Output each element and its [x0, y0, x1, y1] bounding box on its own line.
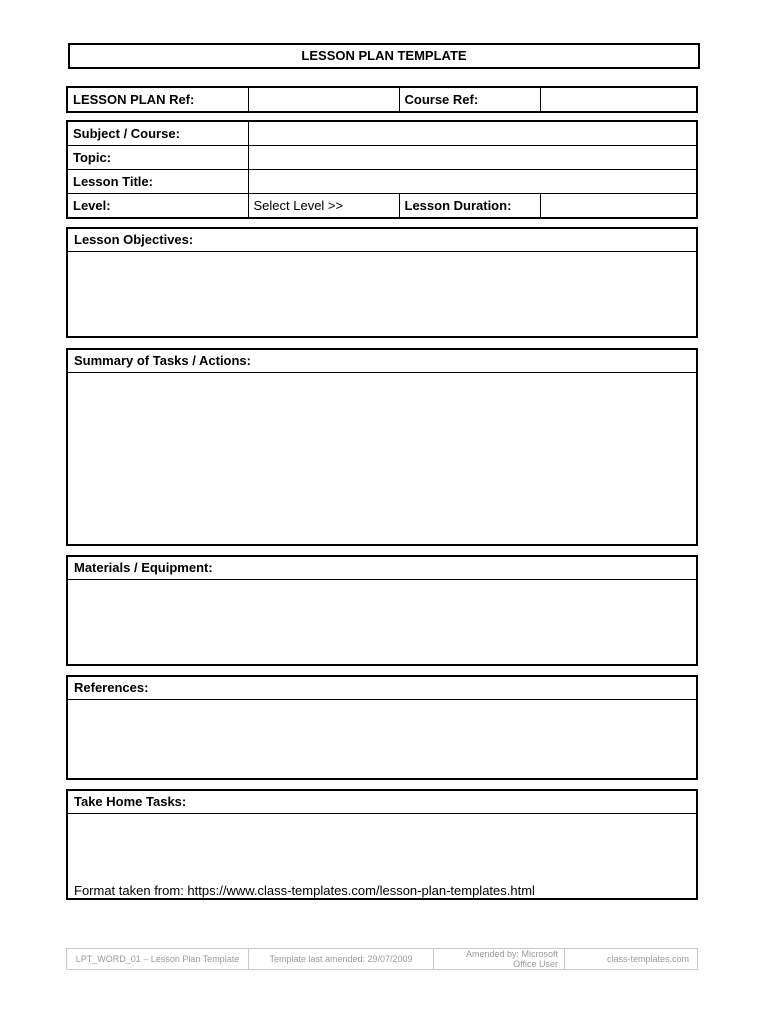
references-section [66, 675, 698, 780]
details-table [66, 120, 698, 219]
page-title [68, 43, 700, 69]
lesson-duration-field[interactable] [540, 194, 697, 219]
footer-amended-by-line1: Amended by: Microsoft [465, 949, 558, 959]
subject-row [67, 121, 697, 146]
references-heading: References: [68, 677, 696, 700]
level-row [67, 194, 697, 219]
lesson-objectives-field[interactable] [68, 252, 696, 336]
page-footer [66, 948, 698, 970]
references-field[interactable] [68, 700, 696, 778]
lesson-plan-ref-label: LESSON PLAN Ref: [67, 87, 248, 112]
footer-doc-id: LPT_WORD_01 – Lesson Plan Template [67, 949, 249, 969]
lesson-title-field[interactable] [248, 170, 697, 194]
subject-label: Subject / Course: [67, 121, 248, 146]
summary-tasks-section [66, 348, 698, 546]
take-home-section [66, 789, 698, 900]
footer-amended-date: Template last amended: 29/07/2009 [249, 949, 434, 969]
lesson-plan-ref-field[interactable] [248, 87, 399, 112]
materials-field[interactable] [68, 580, 696, 664]
materials-heading: Materials / Equipment: [68, 557, 696, 580]
footer-site: class-templates.com [606, 954, 689, 964]
ref-row [67, 87, 697, 112]
course-ref-label: Course Ref: [399, 87, 540, 112]
page-title-text: LESSON PLAN TEMPLATE [301, 48, 467, 63]
topic-row [67, 146, 697, 170]
footer-amended-by [434, 949, 565, 969]
take-home-heading: Take Home Tasks: [68, 791, 696, 814]
footer-amended-by-line2: Office User [513, 959, 558, 969]
topic-field[interactable] [248, 146, 697, 170]
summary-tasks-heading: Summary of Tasks / Actions: [68, 350, 696, 373]
materials-section [66, 555, 698, 666]
lesson-title-row [67, 170, 697, 194]
subject-field[interactable] [248, 121, 697, 146]
lesson-title-label: Lesson Title: [67, 170, 248, 194]
course-ref-field[interactable] [540, 87, 697, 112]
lesson-objectives-heading: Lesson Objectives: [68, 229, 696, 252]
topic-label: Topic: [67, 146, 248, 170]
lesson-objectives-section [66, 227, 698, 338]
lesson-duration-label: Lesson Duration: [399, 194, 540, 219]
ref-table [66, 86, 698, 113]
format-source-note: Format taken from: https://www.class-templates.com/lesson-plan-templates.html [74, 883, 535, 898]
level-label: Level: [67, 194, 248, 219]
take-home-field[interactable] [68, 814, 696, 898]
summary-tasks-field[interactable] [68, 373, 696, 544]
level-select[interactable]: Select Level >> [248, 194, 399, 219]
